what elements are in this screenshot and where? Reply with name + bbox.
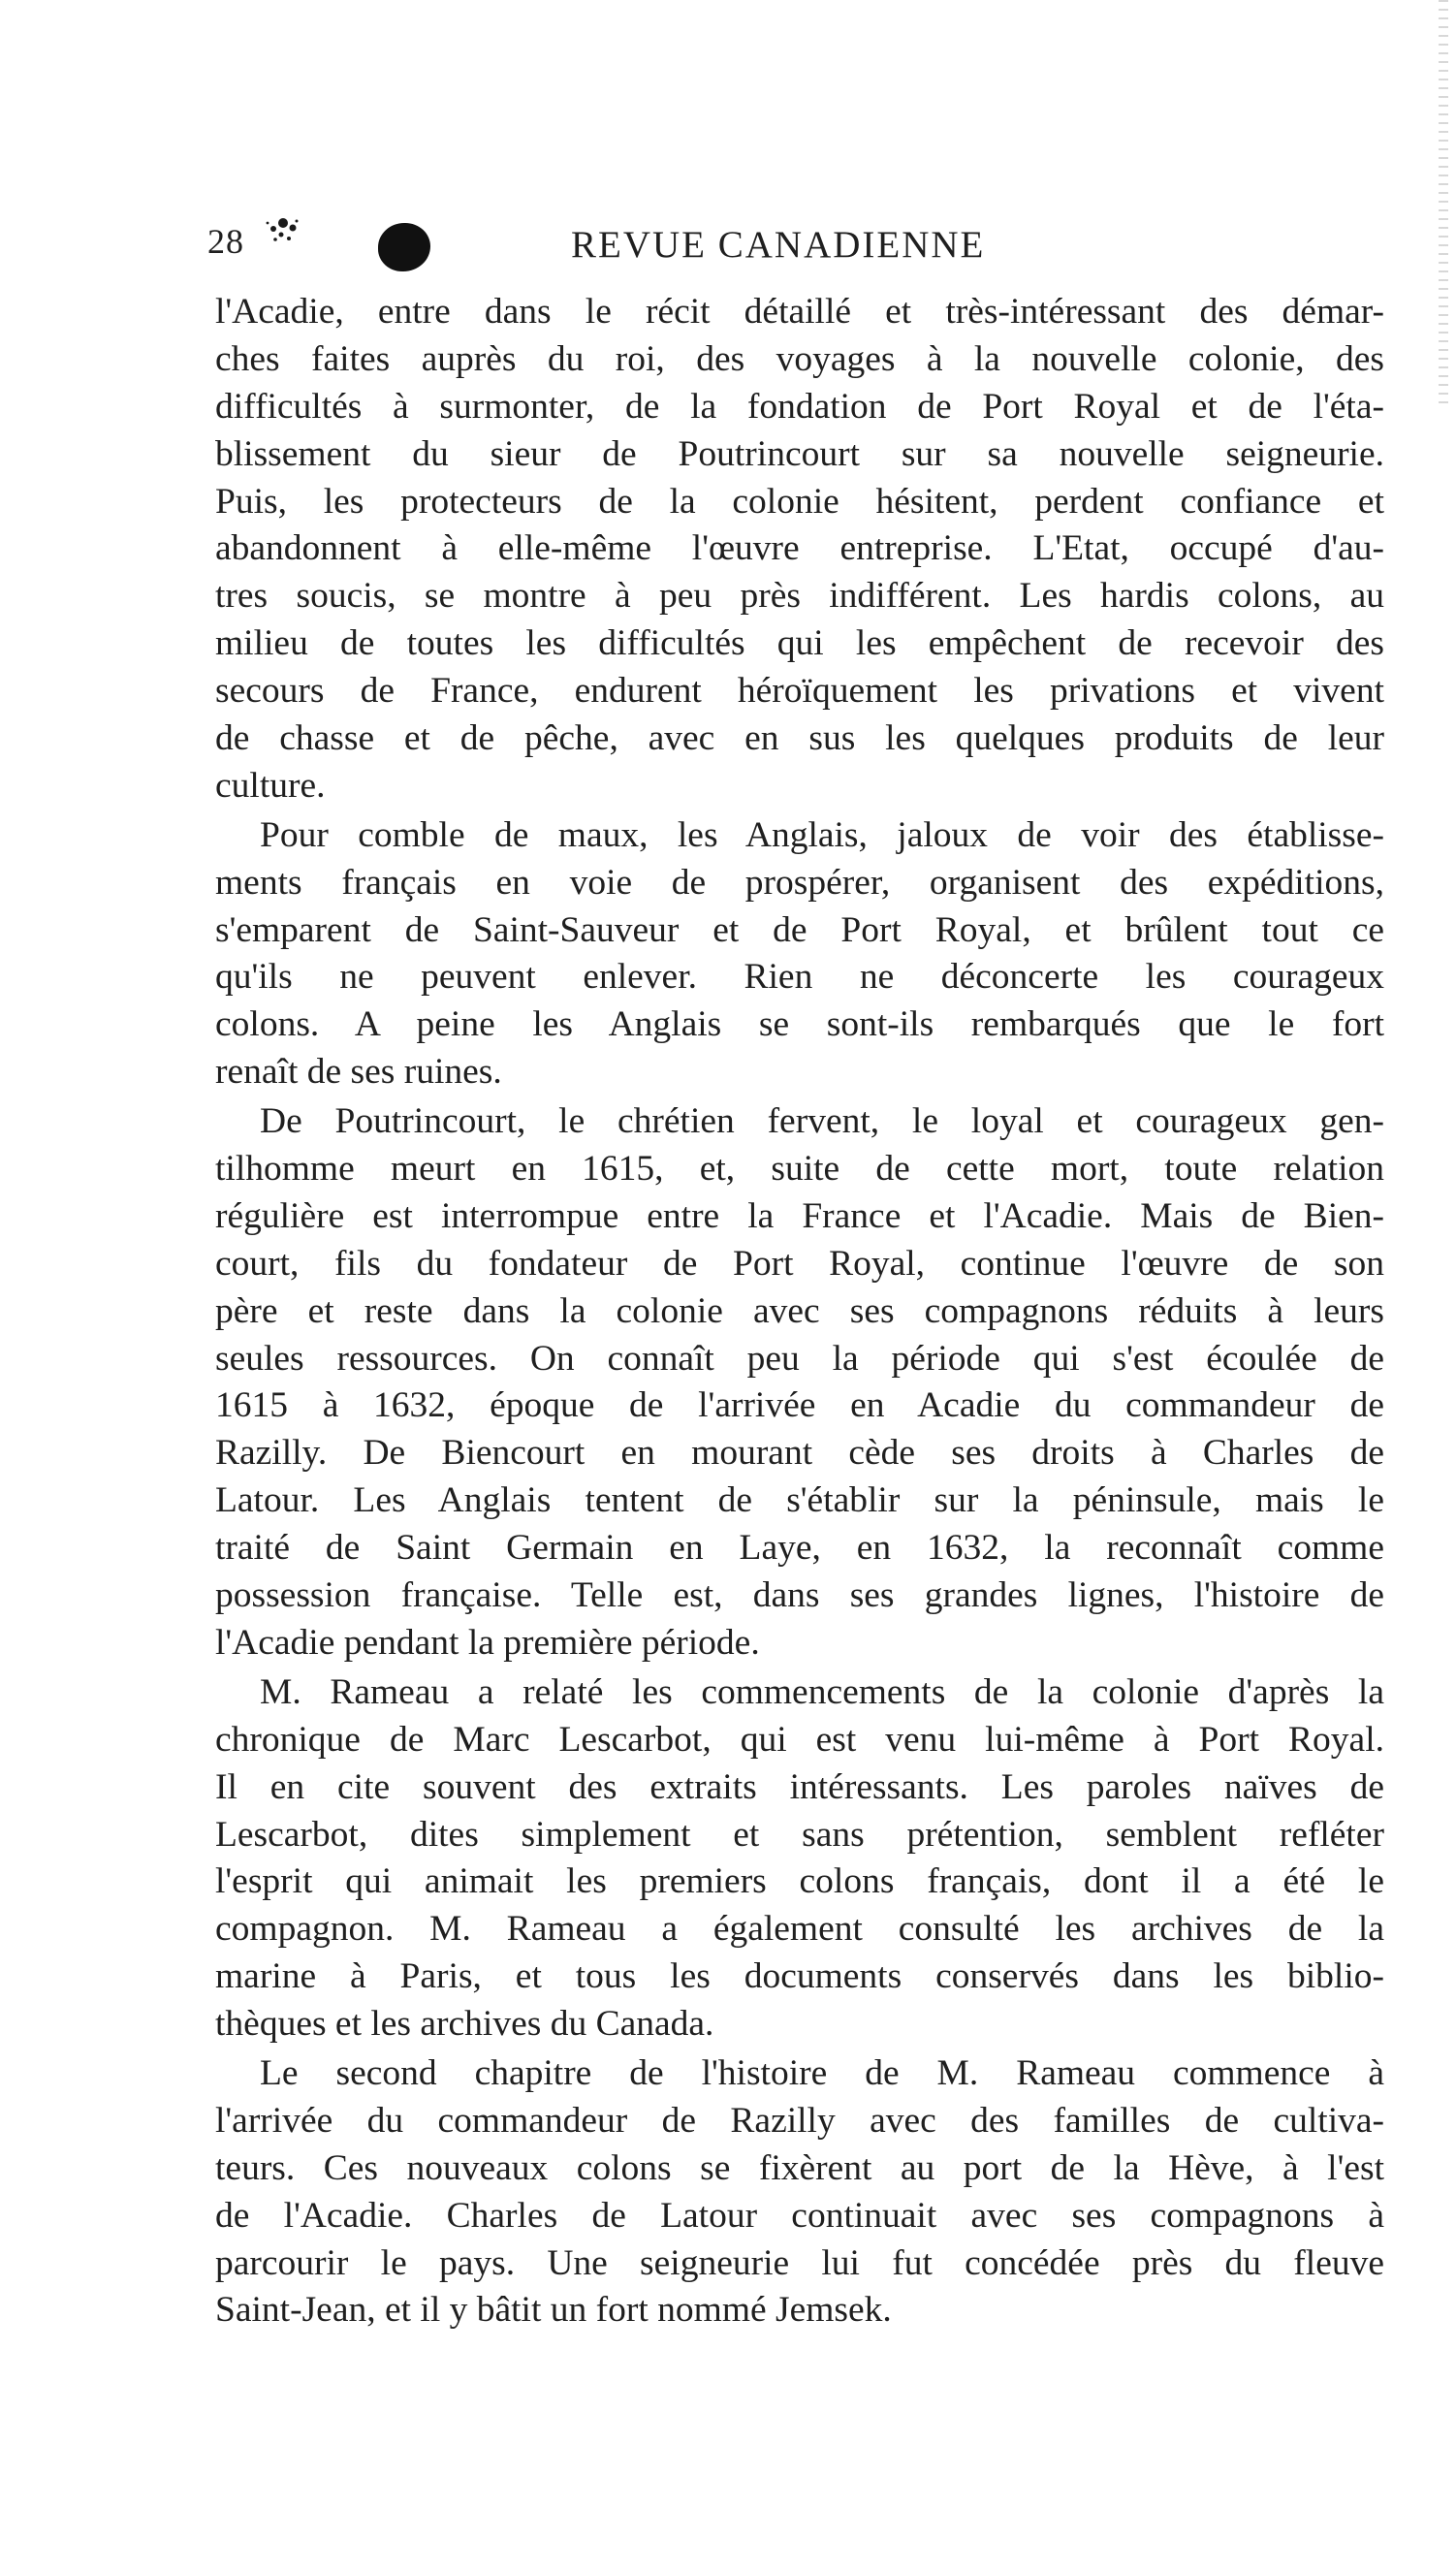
paragraph <box>215 1669 1384 2049</box>
text-line: possession française. Telle est, dans ses grandes lignes, l'histoire de <box>215 1575 1384 1616</box>
text-line: Saint-Jean, et il y bâtit un fort nommé Jemsek. <box>215 2290 892 2331</box>
text-line: tres soucis, se montre à peu près indifférent. Les hardis colons, au <box>215 576 1384 617</box>
text-line: l'arrivée du commandeur de Razilly avec des familles de cultiva- <box>215 2100 1384 2141</box>
text-line: Latour. Les Anglais tentent de s'établir sur la péninsule, mais le <box>215 1480 1384 1521</box>
text-line: Lescarbot, dites simplement et sans prétention, semblent refléter <box>215 1814 1384 1855</box>
paragraph <box>215 812 1384 1096</box>
text-line: ments français en voie de prospérer, organisent des expéditions, <box>215 862 1384 903</box>
body-text <box>215 289 1384 2336</box>
text-line: traité de Saint Germain en Laye, en 1632, la reconnaît comme <box>215 1528 1384 1569</box>
text-line: marine à Paris, et tous les documents conservés dans les biblio- <box>215 1956 1384 1997</box>
text-line: ches faites auprès du roi, des voyages à la nouvelle colonie, des <box>215 338 1384 379</box>
text-line: Il en cite souvent des extraits intéressants. Les paroles naïves de <box>215 1766 1384 1807</box>
text-line: parcourir le pays. Une seigneurie lui fut concédée près du fleuve <box>215 2242 1384 2283</box>
text-line: s'emparent de Saint-Sauveur et de Port Royal, et brûlent tout ce <box>215 909 1384 950</box>
text-line: culture. <box>215 765 326 806</box>
text-line: qu'ils ne peuvent enlever. Rien ne déconcerte les courageux <box>215 957 1384 998</box>
text-line: court, fils du fondateur de Port Royal, continue l'œuvre de son <box>215 1243 1384 1284</box>
text-line: chronique de Marc Lescarbot, qui est venu lui-même à Port Royal. <box>215 1719 1384 1760</box>
paragraph <box>215 2050 1384 2335</box>
text-line: seules ressources. On connaît peu la période qui s'est écoulée de <box>215 1338 1384 1379</box>
text-line: compagnon. M. Rameau a également consulté les archives de la <box>215 1909 1384 1950</box>
text-line: blissement du sieur de Poutrincourt sur sa nouvelle seigneurie. <box>215 433 1384 474</box>
text-line: l'Acadie pendant la première période. <box>215 1622 760 1663</box>
text-line: régulière est interrompue entre la France et l'Acadie. Mais de Bien- <box>215 1195 1384 1236</box>
text-line: De Poutrincourt, le chrétien fervent, le loyal et courageux gen- <box>260 1101 1384 1142</box>
text-line: de l'Acadie. Charles de Latour continuait avec ses compagnons à <box>215 2195 1384 2236</box>
text-line: teurs. Ces nouveaux colons se fixèrent au port de la Hève, à l'est <box>215 2147 1384 2188</box>
text-line: Le second chapitre de l'histoire de M. Rameau commence à <box>260 2052 1384 2093</box>
text-line: 1615 à 1632, époque de l'arrivée en Acadie du commandeur de <box>215 1385 1384 1426</box>
page-number: 28 <box>207 222 244 261</box>
text-line: M. Rameau a relaté les commencements de la colonie d'après la <box>260 1671 1384 1712</box>
text-line: milieu de toutes les difficultés qui les empêchent de recevoir des <box>215 623 1384 664</box>
paragraph <box>215 1098 1384 1668</box>
page-edge-scan-marks <box>1439 0 1448 407</box>
text-line: de chasse et de pêche, avec en sus les quelques produits de leur <box>215 718 1384 759</box>
paragraph <box>215 289 1384 810</box>
text-line: colons. A peine les Anglais se sont-ils rembarqués que le fort <box>215 1004 1384 1045</box>
text-line: tilhomme meurt en 1615, et, suite de cette mort, toute relation <box>215 1149 1384 1190</box>
ink-blot <box>378 223 430 271</box>
text-line: l'Acadie, entre dans le récit détaillé et très-intéressant des démar- <box>215 292 1384 332</box>
text-line: difficultés à surmonter, de la fondation de Port Royal et de l'éta- <box>215 386 1384 427</box>
running-title: REVUE CANADIENNE <box>571 224 986 266</box>
text-line: l'esprit qui animait les premiers colons français, dont il a été le <box>215 1861 1384 1902</box>
text-line: secours de France, endurent héroïquement les privations et vivent <box>215 671 1384 712</box>
text-line: père et reste dans la colonie avec ses compagnons réduits à leurs <box>215 1290 1384 1331</box>
text-line: renaît de ses ruines. <box>215 1052 502 1093</box>
text-line: thèques et les archives du Canada. <box>215 2004 714 2045</box>
text-line: abandonnent à elle-même l'œuvre entreprise. L'Etat, occupé d'au- <box>215 528 1384 569</box>
text-line: Razilly. De Biencourt en mourant cède ses droits à Charles de <box>215 1433 1384 1474</box>
printer-ornament-icon <box>262 213 304 252</box>
text-line: Pour comble de maux, les Anglais, jaloux de voir des établisse- <box>260 814 1384 855</box>
running-head <box>207 213 1400 271</box>
text-line: Puis, les protecteurs de la colonie hésitent, perdent confiance et <box>215 481 1384 522</box>
